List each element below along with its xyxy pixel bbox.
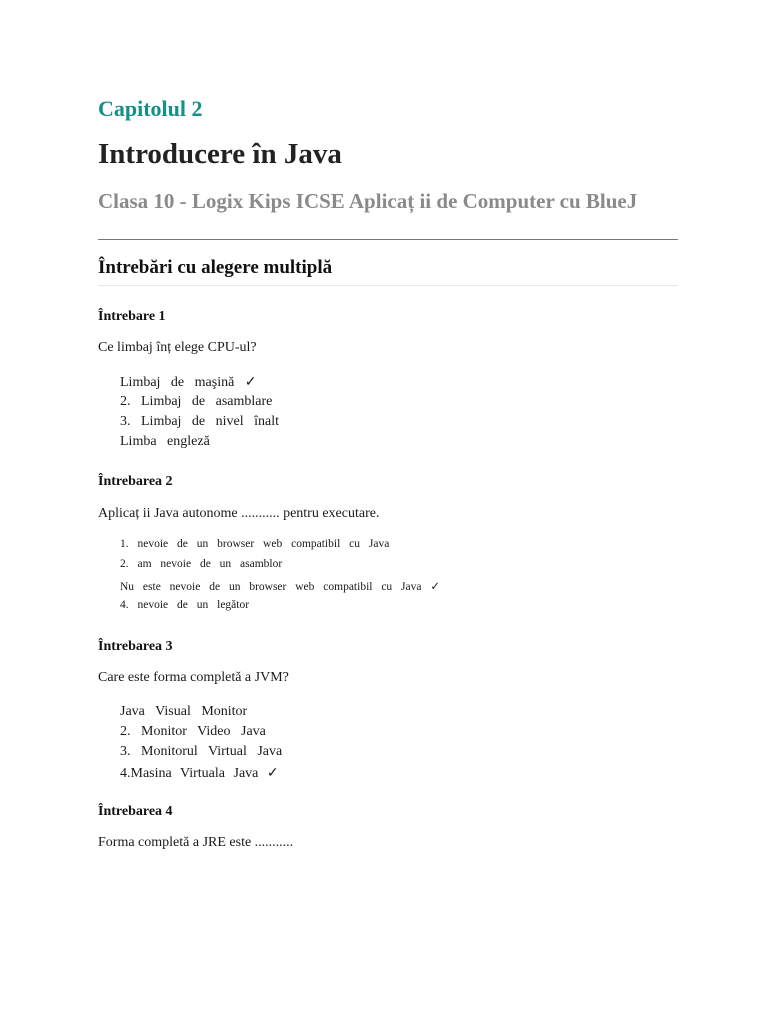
question-4-heading: Întrebarea 4 [98, 804, 173, 819]
question-4-text: Forma completă a JRE este ........... [98, 835, 294, 850]
question-2-option-2: 2. am nevoie de un asamblor [120, 558, 283, 570]
question-3-option-2: 2. Monitor Video Java [120, 724, 266, 739]
section-heading: Întrebări cu alegere multiplă [98, 257, 333, 278]
title-divider [98, 239, 678, 240]
question-3-option-4: 4.Masina Virtuala Java ✓ [120, 766, 279, 781]
question-2-option-4: 4. nevoie de un legător [120, 599, 250, 611]
question-2-heading: Întrebarea 2 [98, 474, 173, 489]
question-2-option-1: 1. nevoie de un browser web compatibil cu Java [120, 538, 390, 550]
question-2-text: Aplicaț ii Java autonome ........... pentru executare. [98, 506, 380, 521]
section-divider [98, 285, 678, 286]
page-title: Introducere în Java [98, 138, 342, 170]
question-3-option-1: Java Visual Monitor [120, 704, 248, 719]
question-1-option-4: Limba engleză [120, 434, 210, 449]
question-1-option-3: 3. Limbaj de nivel înalt [120, 414, 280, 429]
chapter-label: Capitolul 2 [98, 96, 203, 121]
page-subtitle: Clasa 10 - Logix Kips ICSE Aplicaț ii de Computer cu BlueJ [98, 189, 638, 213]
question-1-option-2: 2. Limbaj de asamblare [120, 394, 273, 409]
question-1-text: Ce limbaj înț elege CPU-ul? [98, 340, 257, 355]
question-3-text: Care este forma completă a JVM? [98, 670, 289, 685]
question-3-heading: Întrebarea 3 [98, 639, 173, 654]
question-1-heading: Întrebare 1 [98, 309, 166, 324]
question-2-option-3: Nu este nevoie de un browser web compatibil cu Java ✓ [120, 581, 441, 593]
question-1-option-1: Limbaj de maşină ✓ [120, 375, 257, 390]
question-3-option-3: 3. Monitorul Virtual Java [120, 744, 283, 759]
